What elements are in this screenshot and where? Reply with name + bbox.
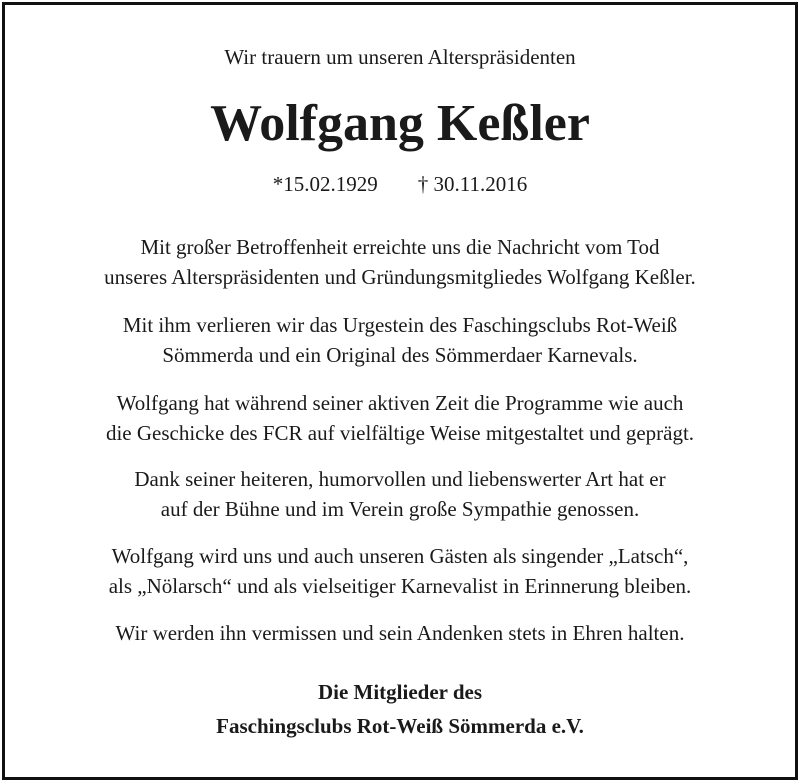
intro-line: Wir trauern um unseren Alterspräsidenten bbox=[224, 45, 576, 69]
paragraph-5 bbox=[0, 541, 800, 601]
paragraph-4 bbox=[0, 464, 800, 524]
paragraph-line: unseres Alterspräsidenten und Gründungsmitgliedes Wolfgang Keßler. bbox=[104, 265, 696, 289]
paragraph-line: Dank seiner heiteren, humorvollen und liebenswerter Art hat er bbox=[134, 467, 666, 491]
signature-line: Faschingsclubs Rot-Weiß Sömmerda e.V. bbox=[216, 714, 584, 738]
signature-line: Die Mitglieder des bbox=[317, 680, 483, 704]
paragraph-3 bbox=[0, 388, 800, 448]
paragraph-2 bbox=[0, 310, 800, 370]
paragraph-line: Sömmerda und ein Original des Sömmerdaer Karnevals. bbox=[162, 343, 638, 367]
paragraph-line: die Geschicke des FCR auf vielfältige Weise mitgestaltet und geprägt. bbox=[105, 421, 695, 445]
death-date: † 30.11.2016 bbox=[417, 172, 528, 196]
paragraph-line: Mit großer Betroffenheit erreichte uns die Nachricht vom Tod bbox=[140, 235, 660, 259]
paragraph-6 bbox=[0, 618, 800, 648]
paragraph-line: Wolfgang wird uns und auch unseren Gästen als singender „Latsch“, bbox=[111, 544, 689, 568]
paragraph-line: als „Nölarsch“ und als vielseitiger Karnevalist in Erinnerung bleiben. bbox=[108, 574, 692, 598]
signature-block bbox=[0, 675, 800, 743]
deceased-name: Wolfgang Keßler bbox=[210, 95, 590, 152]
paragraph-line: Wolfgang hat während seiner aktiven Zeit die Programme wie auch bbox=[116, 391, 684, 415]
paragraph-line: auf der Bühne und im Verein große Sympathie genossen. bbox=[160, 497, 640, 521]
birth-date: *15.02.1929 bbox=[272, 172, 378, 196]
paragraph-1 bbox=[0, 232, 800, 292]
paragraph-line: Mit ihm verlieren wir das Urgestein des Faschingsclubs Rot-Weiß bbox=[122, 313, 678, 337]
life-dates bbox=[0, 170, 800, 198]
paragraph-line: Wir werden ihn vermissen und sein Andenken stets in Ehren halten. bbox=[115, 621, 685, 645]
